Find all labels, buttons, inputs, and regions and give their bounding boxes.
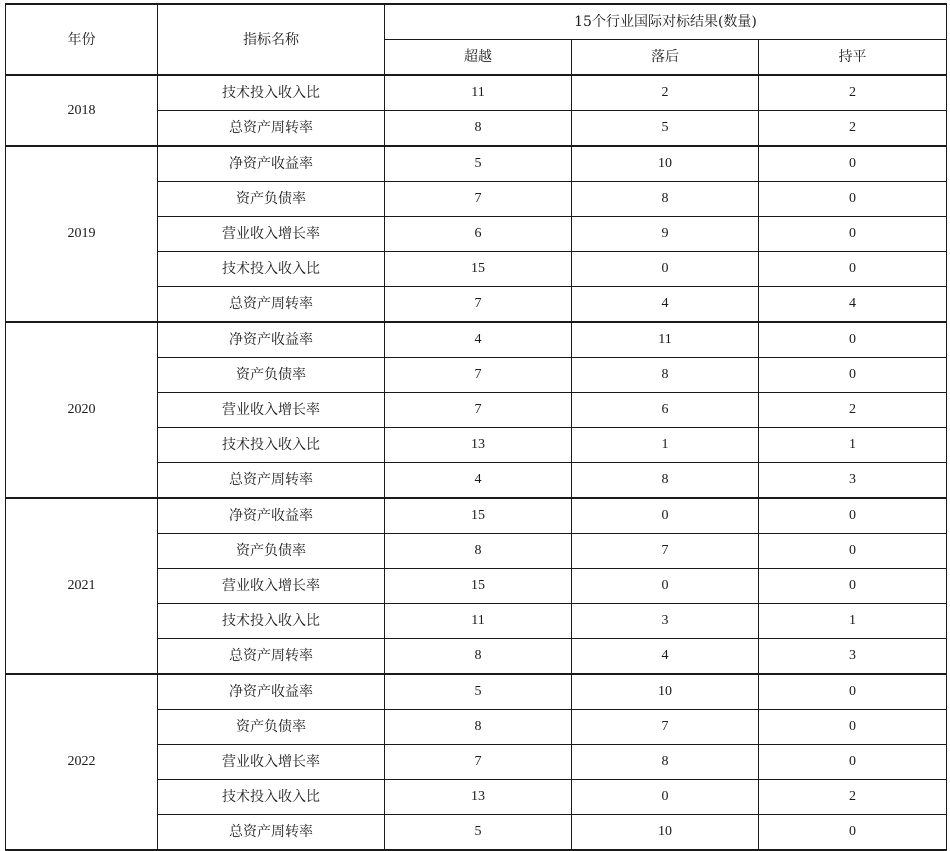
exceed-count-cell: 8 <box>385 710 572 745</box>
behind-count-cell: 0 <box>572 498 759 534</box>
exceed-count-cell: 5 <box>385 146 572 182</box>
behind-count-cell: 0 <box>572 780 759 815</box>
flat-count-cell: 1 <box>759 428 947 463</box>
indicator-name-cell: 净资产收益率 <box>158 146 385 182</box>
table-row <box>6 322 947 358</box>
behind-count-cell: 1 <box>572 428 759 463</box>
benchmark-table <box>5 3 947 851</box>
flat-count-cell: 2 <box>759 780 947 815</box>
exceed-count-cell: 4 <box>385 463 572 499</box>
flat-count-cell: 0 <box>759 569 947 604</box>
year-cell: 2021 <box>6 498 158 674</box>
header-indicator: 指标名称 <box>158 4 385 75</box>
exceed-count-cell: 4 <box>385 322 572 358</box>
exceed-count-cell: 15 <box>385 252 572 287</box>
behind-count-cell: 4 <box>572 287 759 323</box>
behind-count-cell: 4 <box>572 639 759 675</box>
flat-count-cell: 0 <box>759 745 947 780</box>
exceed-count-cell: 7 <box>385 182 572 217</box>
indicator-name-cell: 资产负债率 <box>158 534 385 569</box>
exceed-count-cell: 7 <box>385 287 572 323</box>
exceed-count-cell: 11 <box>385 75 572 111</box>
exceed-count-cell: 7 <box>385 358 572 393</box>
indicator-name-cell: 营业收入增长率 <box>158 569 385 604</box>
indicator-name-cell: 营业收入增长率 <box>158 393 385 428</box>
exceed-count-cell: 5 <box>385 674 572 710</box>
behind-count-cell: 8 <box>572 358 759 393</box>
flat-count-cell: 1 <box>759 604 947 639</box>
behind-count-cell: 6 <box>572 393 759 428</box>
indicator-name-cell: 技术投入收入比 <box>158 780 385 815</box>
flat-count-cell: 0 <box>759 358 947 393</box>
flat-count-cell: 0 <box>759 252 947 287</box>
exceed-count-cell: 8 <box>385 111 572 147</box>
behind-count-cell: 7 <box>572 710 759 745</box>
behind-count-cell: 8 <box>572 182 759 217</box>
flat-count-cell: 3 <box>759 639 947 675</box>
indicator-name-cell: 净资产收益率 <box>158 322 385 358</box>
indicator-name-cell: 资产负债率 <box>158 710 385 745</box>
indicator-name-cell: 资产负债率 <box>158 358 385 393</box>
header-exceed: 超越 <box>385 40 572 76</box>
behind-count-cell: 8 <box>572 463 759 499</box>
table-row <box>6 674 947 710</box>
flat-count-cell: 0 <box>759 217 947 252</box>
flat-count-cell: 0 <box>759 146 947 182</box>
year-cell: 2022 <box>6 674 158 850</box>
flat-count-cell: 0 <box>759 322 947 358</box>
flat-count-cell: 0 <box>759 815 947 851</box>
flat-count-cell: 2 <box>759 75 947 111</box>
indicator-name-cell: 总资产周转率 <box>158 287 385 323</box>
exceed-count-cell: 15 <box>385 569 572 604</box>
indicator-name-cell: 技术投入收入比 <box>158 75 385 111</box>
indicator-name-cell: 营业收入增长率 <box>158 745 385 780</box>
header-row-top <box>6 4 947 40</box>
header-benchmark-group: 15个行业国际对标结果(数量) <box>385 4 947 40</box>
indicator-name-cell: 技术投入收入比 <box>158 428 385 463</box>
flat-count-cell: 0 <box>759 674 947 710</box>
flat-count-cell: 3 <box>759 463 947 499</box>
flat-count-cell: 4 <box>759 287 947 323</box>
behind-count-cell: 10 <box>572 674 759 710</box>
behind-count-cell: 5 <box>572 111 759 147</box>
behind-count-cell: 2 <box>572 75 759 111</box>
flat-count-cell: 0 <box>759 498 947 534</box>
header-year: 年份 <box>6 4 158 75</box>
behind-count-cell: 0 <box>572 252 759 287</box>
header-flat: 持平 <box>759 40 947 76</box>
exceed-count-cell: 8 <box>385 534 572 569</box>
exceed-count-cell: 6 <box>385 217 572 252</box>
behind-count-cell: 7 <box>572 534 759 569</box>
behind-count-cell: 10 <box>572 146 759 182</box>
indicator-name-cell: 资产负债率 <box>158 182 385 217</box>
behind-count-cell: 8 <box>572 745 759 780</box>
year-cell: 2018 <box>6 75 158 146</box>
table-row <box>6 146 947 182</box>
indicator-name-cell: 总资产周转率 <box>158 111 385 147</box>
table-row <box>6 75 947 111</box>
indicator-name-cell: 净资产收益率 <box>158 674 385 710</box>
flat-count-cell: 0 <box>759 710 947 745</box>
behind-count-cell: 11 <box>572 322 759 358</box>
header-behind: 落后 <box>572 40 759 76</box>
exceed-count-cell: 11 <box>385 604 572 639</box>
flat-count-cell: 2 <box>759 111 947 147</box>
exceed-count-cell: 5 <box>385 815 572 851</box>
year-cell: 2020 <box>6 322 158 498</box>
flat-count-cell: 0 <box>759 534 947 569</box>
exceed-count-cell: 15 <box>385 498 572 534</box>
behind-count-cell: 0 <box>572 569 759 604</box>
flat-count-cell: 2 <box>759 393 947 428</box>
exceed-count-cell: 13 <box>385 428 572 463</box>
indicator-name-cell: 营业收入增长率 <box>158 217 385 252</box>
exceed-count-cell: 7 <box>385 745 572 780</box>
behind-count-cell: 10 <box>572 815 759 851</box>
flat-count-cell: 0 <box>759 182 947 217</box>
exceed-count-cell: 8 <box>385 639 572 675</box>
indicator-name-cell: 总资产周转率 <box>158 463 385 499</box>
exceed-count-cell: 13 <box>385 780 572 815</box>
indicator-name-cell: 技术投入收入比 <box>158 252 385 287</box>
indicator-name-cell: 净资产收益率 <box>158 498 385 534</box>
table-body <box>6 75 947 850</box>
year-cell: 2019 <box>6 146 158 322</box>
table-row <box>6 498 947 534</box>
indicator-name-cell: 总资产周转率 <box>158 815 385 851</box>
indicator-name-cell: 总资产周转率 <box>158 639 385 675</box>
behind-count-cell: 3 <box>572 604 759 639</box>
indicator-name-cell: 技术投入收入比 <box>158 604 385 639</box>
table-header <box>6 4 947 75</box>
exceed-count-cell: 7 <box>385 393 572 428</box>
behind-count-cell: 9 <box>572 217 759 252</box>
